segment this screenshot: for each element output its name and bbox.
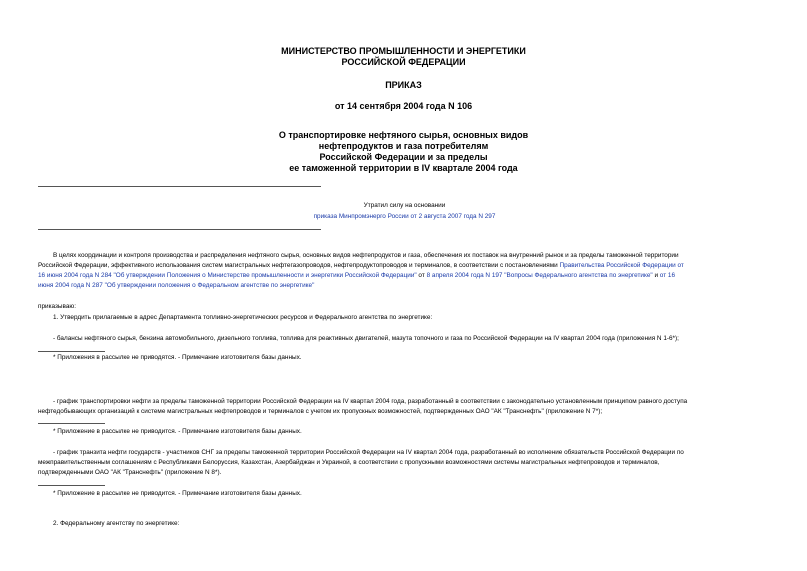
bullet-transit-schedule [38,448,769,478]
repeal-order-link[interactable]: приказа Минпромэнерго России от 2 августа 2007 года N 297 [313,213,496,220]
bullet-line: - график транспортировки нефти за пределы таможенной территории Российской Федерации на IV квартал 2004 года, разработанный в соответствии с законодательно установленным принципом равного доступа [53,398,688,405]
bullet-line: межправительственным соглашениям с Республиками Белоруссия, Казахстан, Азербайджан и Украиной, в соответствии с пропускными возможностями системы магистральных нефтепроводов и терминалов, [38,459,660,466]
decree-287-link[interactable]: июня 2004 года N 287 "Об утверждении положения о Федеральном агентстве по энергетике" [38,282,315,289]
preamble-text: Российской Федерации, эффективного использования систем магистральных нефтегазопроводов, нефтепродуктопроводов и терминалов, в соответствии с постановлениями [38,262,560,269]
order-word: приказываю: [38,303,76,310]
bullet-export-schedule [38,397,769,417]
preamble-line [38,261,769,271]
decree-287-link-start[interactable]: от 16 [659,272,676,279]
divider [38,186,321,187]
doc-title-line: ее таможенной территории в IV квартале 2004 года [289,163,518,173]
preamble-text: от [416,272,427,279]
preamble [38,251,769,291]
bullet-line: подтвержденными ОАО "АК "Транснефть" (приложение N 8*). [38,469,222,476]
status-line: Утратил силу на основании [363,202,446,209]
bullet-line: нефтедобывающих организаций к системе магистральных нефтепроводов и терминалов с учетом их пропускных возможностей, подтвержденных ОАО "АК "Транснефть" (приложение N 7*); [38,408,603,415]
doc-title-line: Российской Федерации и за пределы [319,152,488,162]
doc-title [0,130,807,174]
preamble-line [38,271,769,281]
doc-title-line: нефтепродуктов и газа потребителям [318,141,489,151]
ministry-line-1: МИНИСТЕРСТВО ПРОМЫШЛЕННОСТИ И ЭНЕРГЕТИКИ [281,46,526,56]
footnote-divider [38,485,105,486]
ministry-heading [0,46,807,68]
government-decree-link[interactable]: Правительства Российской Федерации от [559,262,684,269]
footnote-2: * Приложение в рассылке не приводится. - Примечание изготовителя базы данных. [53,428,302,435]
item-1: 1. Утвердить прилагаемые в адрес Департамента топливно-энергетических ресурсов и Федерального агентства по энергетике: [53,314,433,321]
item-2: 2. Федеральному агентству по энергетике: [53,520,180,527]
doc-type: ПРИКАЗ [385,80,422,90]
decree-197-link[interactable]: 8 апреля 2004 года N 197 "Вопросы Федерального агентства по энергетике" [426,272,653,279]
bullet-balances: - балансы нефтяного сырья, бензина автомобильного, дизельного топлива, топлива для реактивных двигателей, мазута топочного и газа по Российской Федерации на IV квартал 2004 года (приложения N 1-6*); [53,335,679,342]
preamble-text: и [652,272,660,279]
footnote-1: * Приложения в рассылке не приводятся. - Примечание изготовителя базы данных. [53,354,302,361]
footnote-divider [38,351,105,352]
footnote-divider [38,423,105,424]
footnote-3: * Приложение в рассылке не приводится. - Примечание изготовителя базы данных. [53,490,302,497]
doc-title-line: О транспортировке нефтяного сырья, основных видов [278,130,529,140]
preamble-line: В целях координации и контроля производства и распределения нефтяного сырья, основных видов нефтепродуктов и газа, обеспечения их поставок на внутренний рынок и за пределы таможенной территории [53,252,679,259]
divider [38,229,321,230]
decree-284-link[interactable]: 16 июня 2004 года N 284 "Об утверждении Положения о Министерстве промышленности и энергетики Российской Федерации" [38,272,417,279]
status-note [232,200,577,222]
ministry-line-2: РОССИЙСКОЙ ФЕДЕРАЦИИ [341,57,466,67]
bullet-line: - график транзита нефти государств - участников СНГ за пределы таможенной территории Российской Федерации на IV квартал 2004 года, разработанный во исполнение обязательств Российской Федерации по [53,449,684,456]
doc-date: от 14 сентября 2004 года N 106 [334,101,473,111]
